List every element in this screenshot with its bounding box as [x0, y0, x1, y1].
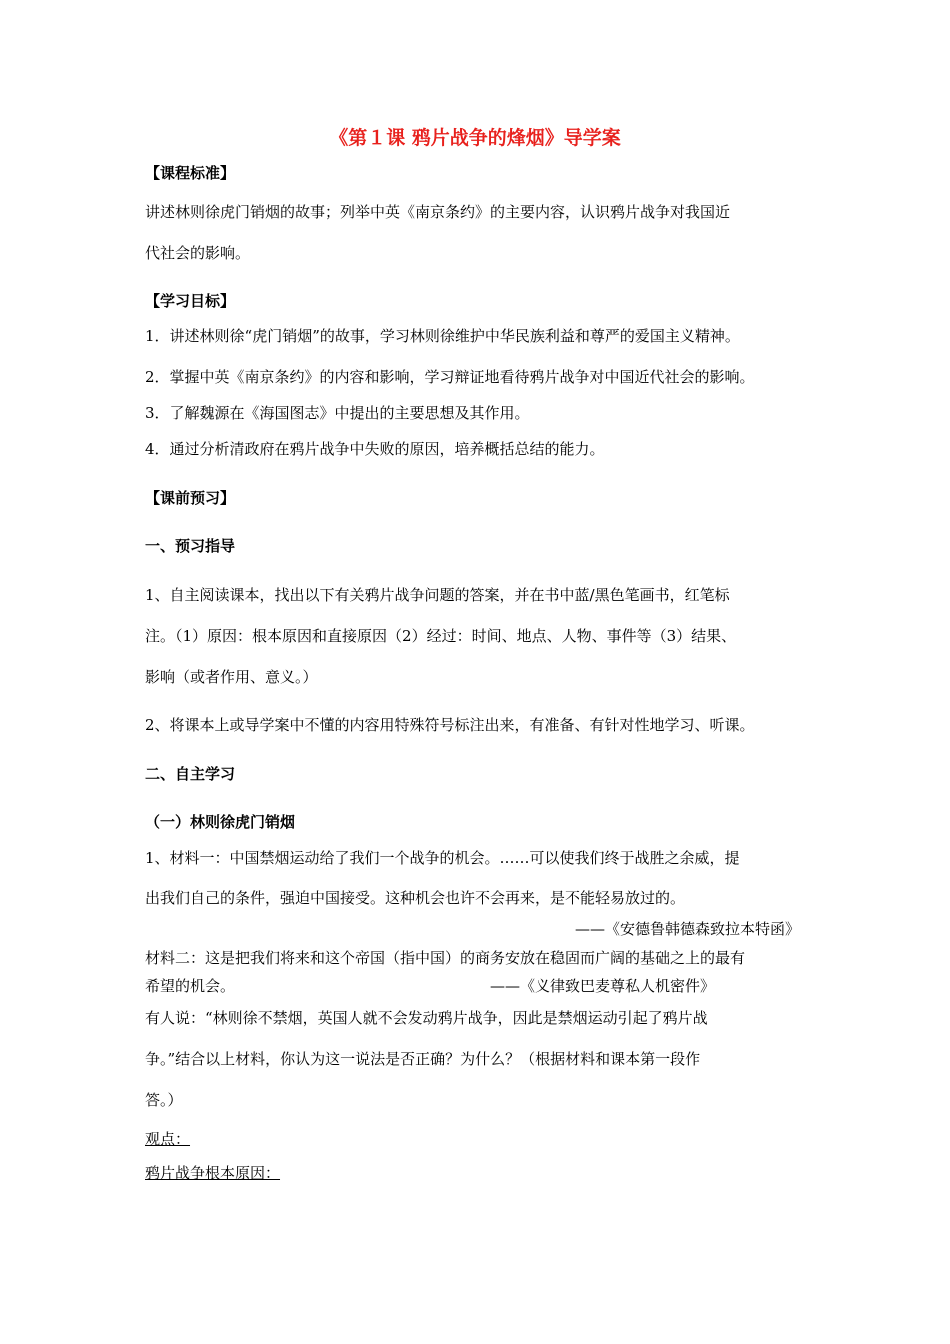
goal-item-3: 3．了解魏源在《海国图志》中提出的主要思想及其作用。 — [145, 404, 530, 422]
material-2-line-1: 材料二：这是把我们将来和这个帝国（指中国）的商务安放在稳固而广阔的基础之上的最有 — [145, 949, 746, 967]
answer-root-cause: 鸦片战争根本原因： — [145, 1164, 281, 1182]
standard-line-1: 讲述林则徐虎门销烟的故事；列举中英《南京条约》的主要内容，认识鸦片战争对我国近 — [145, 203, 731, 221]
standard-line-2: 代社会的影响。 — [145, 244, 251, 262]
heading-learning-goals: 【学习目标】 — [145, 292, 236, 310]
part-1-heading: （一）林则徐虎门销烟 — [145, 813, 296, 831]
material-2-line-2: 希望的机会。 — [145, 977, 236, 995]
question-line-2: 争。”结合以上材料，你认为这一说法是否正确？为什么？（根据材料和课本第一段作 — [145, 1050, 701, 1068]
material-1-line-1: 1、材料一：中国禁烟运动给了我们一个战争的机会。……可以使我们终于战胜之余威，提 — [145, 849, 740, 867]
guide-1-line-1: 1、自主阅读课本，找出以下有关鸦片战争问题的答案，并在书中蓝/黑色笔画书，红笔标 — [145, 586, 730, 604]
goal-item-4: 4．通过分析清政府在鸦片战争中失败的原因，培养概括总结的能力。 — [145, 440, 605, 458]
subheading-self-study: 二、自主学习 — [145, 765, 236, 783]
material-1-line-2: 出我们自己的条件，强迫中国接受。这种机会也许不会再来，是不能轻易放过的。 — [145, 889, 686, 907]
guide-2: 2、将课本上或导学案中不懂的内容用特殊符号标注出来，有准备、有针对性地学习、听课。 — [145, 716, 755, 734]
question-line-1: 有人说：“林则徐不禁烟，英国人就不会发动鸦片战争，因此是禁烟运动引起了鸦片战 — [145, 1009, 708, 1027]
heading-course-standard: 【课程标准】 — [145, 164, 236, 182]
guide-1-line-2: 注。（1）原因：根本原因和直接原因（2）经过：时间、地点、人物、事件等（3）结果、 — [145, 627, 737, 645]
subheading-preview-guide: 一、预习指导 — [145, 537, 236, 555]
guide-1-line-3: 影响（或者作用、意义。） — [145, 668, 318, 686]
document-title: 《第１课 鸦片战争的烽烟》导学案 — [329, 127, 621, 149]
answer-viewpoint: 观点： — [145, 1130, 191, 1148]
material-2-source: ——《义律致巴麦尊私人机密件》 — [490, 977, 716, 995]
goal-item-2: 2．掌握中英《南京条约》的内容和影响，学习辩证地看待鸦片战争对中国近代社会的影响。 — [145, 368, 755, 386]
heading-preview: 【课前预习】 — [145, 489, 236, 507]
goal-item-1: 1．讲述林则徐“虎门销烟”的故事，学习林则徐维护中华民族利益和尊严的爱国主义精神。 — [145, 327, 740, 345]
question-line-3: 答。） — [145, 1091, 183, 1109]
material-1-source: ——《安德鲁韩德森致拉本特函》 — [574, 920, 800, 938]
